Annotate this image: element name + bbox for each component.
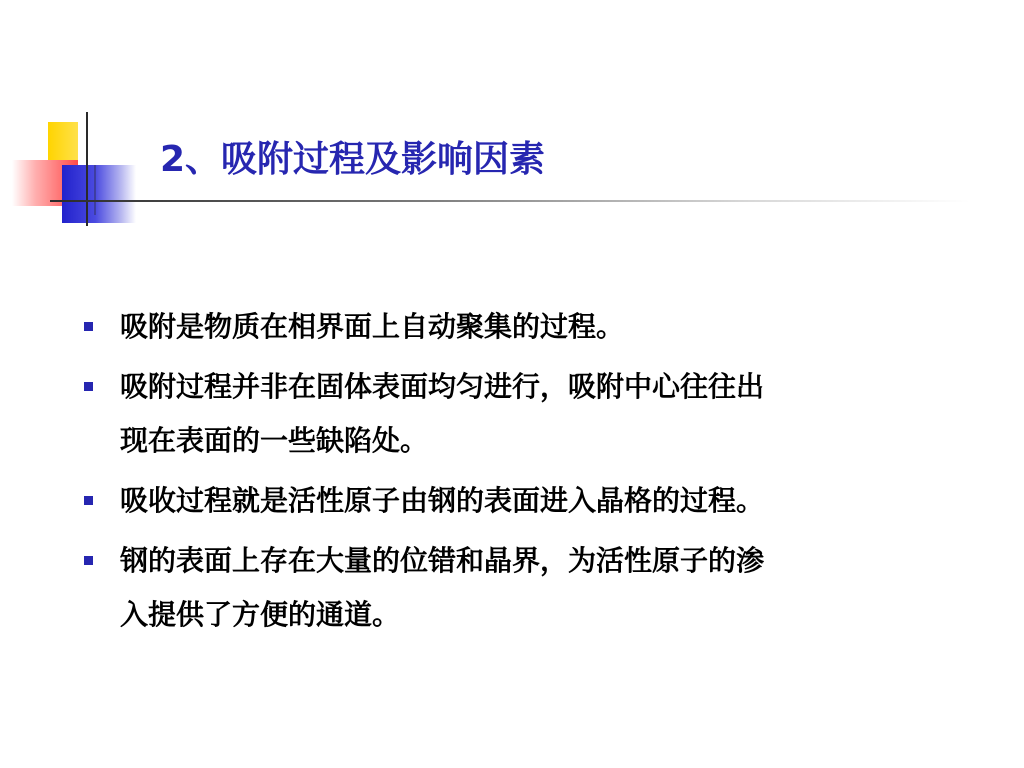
bullet-text-line: 现在表面的一些缺陷处。	[120, 424, 429, 457]
decorative-blue-block	[62, 165, 136, 223]
decorative-vertical-shadow-line	[94, 165, 96, 215]
bullet-text-line: 吸附过程并非在固体表面均匀进行，吸附中心往往出	[120, 370, 765, 403]
bullet-text-line: 钢的表面上存在大量的位错和晶界，为活性原子的渗	[120, 544, 765, 577]
slide-title: 2、吸附过程及影响因素	[160, 139, 546, 180]
bullet-square-icon	[84, 382, 93, 391]
bullet-item	[80, 534, 940, 642]
decorative-yellow-block	[48, 122, 78, 164]
bullet-item	[80, 474, 940, 528]
bullet-item	[80, 300, 940, 354]
bullet-text-line: 吸附是物质在相界面上自动聚集的过程。	[120, 310, 625, 343]
bullet-text-line: 入提供了方便的通道。	[120, 598, 401, 631]
bullet-list	[80, 300, 940, 648]
bullet-item	[80, 360, 940, 468]
bullet-text-line: 吸收过程就是活性原子由钢的表面进入晶格的过程。	[120, 484, 765, 517]
decorative-vertical-line	[86, 112, 88, 226]
bullet-square-icon	[84, 322, 93, 331]
bullet-square-icon	[84, 496, 93, 505]
title-underline	[50, 200, 970, 202]
bullet-square-icon	[84, 556, 93, 565]
